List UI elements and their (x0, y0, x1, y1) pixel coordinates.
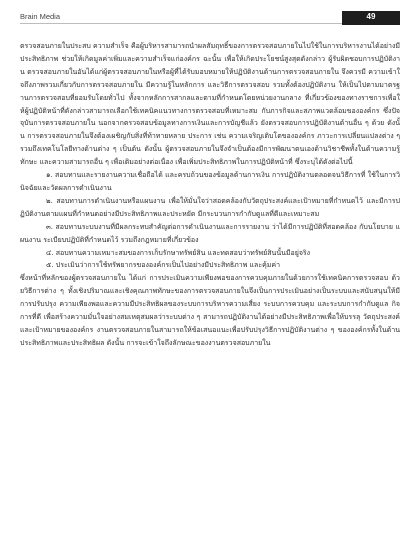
closing-paragraph: ซึ่งหน้าที่หลักของผู้ตรวจสอบภายใน ได้แก่ การประเมินความเพียงพอของการควบคุมภายในด้วยการใช้เทคนิคการตรวจสอบ ด้วยวิธีการต่าง ๆ ทั้งเชิงปริมาณและเชิงคุณภาพทักษะของการตรวจสอบภายในจึงเป็นการประเมินอย่างเป็นระบบและสนับสนุนให้มีการปรับปรุง ความเพียงพอและความมีประสิทธิผลของระบบการบริหารความเสี่ยง ระบบการควบคุม และระบบการกำกับดูแล กิจการที่ดี เพื่อสร้างความมั่นใจอย่างสมเหตุสมผลว่าระบบต่าง ๆ สามารถปฏิบัติงานได้อย่างมีประสิทธิภาพเพื่อให้บรรลุ วัตถุประสงค์และเป้าหมายขององค์กร งานตรวจสอบภายในสามารถให้ข้อเสนอแนะเพื่อปรับปรุงวิธีการปฏิบัติงานต่าง ๆ ขององค์กรทั้งในด้านประสิทธิภาพและประสิทธิผล ดังนั้น การจะเข้าใจถึงลักษณะของงานตรวจสอบภายใน (20, 274, 400, 347)
publisher-name: Brain Media (20, 12, 61, 21)
body-text (20, 40, 400, 350)
intro-paragraph: ตรวจสอบภายในประสบ ความสำเร็จ คือผู้บริหารสามารถนำผลสัมฤทธิ์ของการตรวจสอบภายในไปใช้ในการบริหารงานได้อย่างมีประสิทธิภาพ ช่วยให้เกิดมูลค่าเพิ่มและความสำเร็จแก่องค์กร ฉะนั้น เพื่อให้เกิดประโยชน์สูงสุดดังกล่าว ผู้รับผิดชอบการปฏิบัติงาน ตรวจสอบภายในอันได้แก่ผู้ตรวจสอบภายในหรือผู้ที่ได้รับมอบหมายให้ปฏิบัติงานด้านการตรวจสอบภายใน จึงควรมี ความเข้าใจถึงภาพรวมเกี่ยวกับการตรวจสอบภายใน มีความรู้ในหลักการ และวิธีการตรวจสอบ รวมทั้งต้องปฏิบัติงาน ให้เป็นไปตามมาตรฐานการตรวจสอบที่ยอมรับโดยทั่วไป ทั้งจากหลักการสากลและตามที่กำหนดโดยหน่วยงานกลาง ที่เกี่ยวข้องของทางราชการเพื่อให้ผู้ปฏิบัติหน้าที่ดังกล่าวสามารถเลือกใช้เทคนิคแนวทางการตรวจสอบที่เหมาะสม กับภารกิจและสภาพแวดล้อมขององค์กร ซึ่งปัจจุบันการตรวจสอบภายใน นอกจากตรวจสอบข้อมูลทางการเงินและการบัญชีแล้ว ยังตรวจสอบการปฏิบัติงานด้านอื่น ๆ ด้วย ดังนั้น การตรวจสอบภายในจึงต้องเผชิญกับสิ่งที่ท้าทายหลาย ประการ เช่น ความเจริญเติบโตขององค์กร ภาวะการเปลี่ยนแปลงต่าง ๆ รวมถึงเทคโนโลยีทางด้านต่าง ๆ เป็นต้น ดังนั้น ผู้ตรวจสอบภายในจึงจำเป็นต้องมีการพัฒนาตนเองด้านวิชาชีพทั้งในด้านความรู้ ทักษะ และความสามารถอื่น ๆ เพื่อเติมอย่างต่อเนื่อง เพื่อเพิ่มประสิทธิภาพในการปฏิบัติหน้าที่ ซึ่งระบุได้ดังต่อไปนี้ (20, 42, 400, 167)
list-item-1: ๑. สอบทานและรายงานความเชื่อถือได้ และครบถ้วนของข้อมูลด้านการเงิน การปฏิบัติงานตลอดจนวิธีการที่ ใช้ในการวินิจฉัยและวัดผลการดำเนินงาน (20, 171, 400, 192)
list-item-4: ๔. สอบทานความเหมาะสมของการเก็บรักษาทรัพย์สิน และทดสอบว่าทรัพย์สินนั้นมีอยู่จริง (46, 248, 311, 257)
list-item-3: ๓. สอบทานระบบงานที่มีผลกระทบสำคัญต่อการดำเนินงานและการรายงาน ว่าได้มีการปฏิบัติที่สอดคล้อง กับนโยบาย แผนงาน ระเบียบปฏิบัติที่กำหนดไว้ รวมถึงกฎหมายที่เกี่ยวข้อง (20, 222, 400, 244)
header-rule (20, 23, 342, 24)
list-item-2: ๒. สอบทานการดำเนินงานหรือแผนงาน เพื่อให้มั่นใจว่าสอดคล้องกับวัตถุประสงค์และเป้าหมายที่กำหนดไว้ และมีการปฏิบัติงานตามแผนที่กำหนดอย่างมีประสิทธิภาพและประหยัด มีกระบวนการกำกับดูแลที่ดีและเหมาะสม (20, 196, 400, 218)
page-number-box (342, 11, 400, 25)
page-header (0, 0, 420, 30)
page-number: 49 (366, 12, 376, 21)
list-item-5: ๕. ประเมินว่าการใช้ทรัพยากรขององค์กรเป็นไปอย่างมีประสิทธิภาพ และคุ้มค่า (46, 261, 281, 270)
